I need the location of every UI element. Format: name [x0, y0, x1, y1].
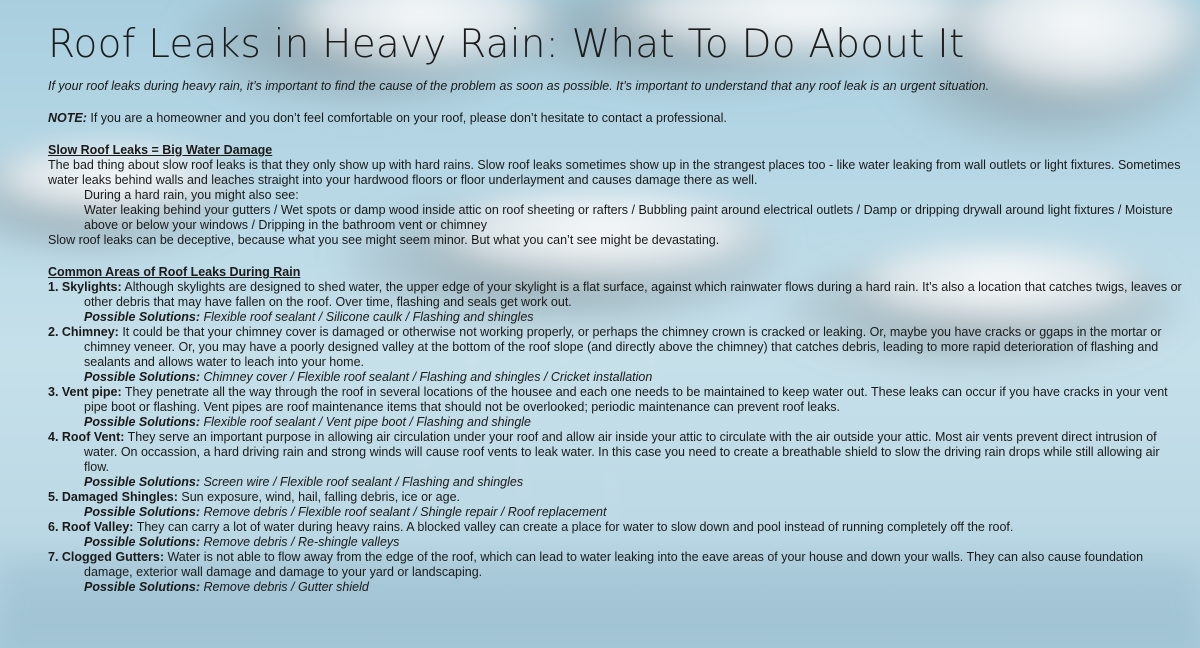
item-text: They can carry a lot of water during heavy rains. A blocked valley can create a place for water to slow down and pool instead of running completely off the roof.	[133, 520, 1014, 534]
solutions-label: Possible Solutions:	[84, 505, 200, 519]
list-item-skylights	[48, 280, 1188, 325]
roof-leak-areas-list	[48, 280, 1188, 595]
item-text: They penetrate all the way through the roof in several locations of the housee and each one needs to be maintained to keep water out. These leaks can occur if you have cracks in your vent pipe boot or flashing. Vent pipes are roof maintenance items that should not be overlooked; periodic maintenance can prevent roof leaks.	[84, 385, 1168, 414]
item-label: 2. Chimney:	[48, 325, 119, 339]
item-label: 3. Vent pipe:	[48, 385, 122, 399]
item-label: 5. Damaged Shingles:	[48, 490, 178, 504]
item-solutions	[48, 580, 1188, 595]
slow-leaks-conclusion: Slow roof leaks can be deceptive, because what you see might seem minor. But what you can’t see might be devastating.	[48, 233, 720, 247]
item-description	[48, 280, 1188, 310]
solutions-label: Possible Solutions:	[84, 370, 200, 384]
article	[48, 22, 1188, 595]
note-label: NOTE:	[48, 111, 87, 125]
item-label: 4. Roof Vent:	[48, 430, 125, 444]
item-solutions	[48, 505, 1188, 520]
note-text: If you are a homeowner and you don’t feel comfortable on your roof, please don’t hesitate to contact a professional.	[86, 111, 727, 125]
intro-paragraph: If your roof leaks during heavy rain, it’s important to find the cause of the problem as soon as possible. It’s important to understand that any roof leak is an urgent situation.	[48, 79, 990, 93]
item-text: Although skylights are designed to shed water, the upper edge of your skylight is a flat surface, against which rainwater flows during a hard rain. It’s also a location that catches twigs, leaves or other debris that may have fallen on the roof. Over time, flashing and seals get work out.	[84, 280, 1182, 309]
solutions-text: Remove debris / Flexible roof sealant / Shingle repair / Roof replacement	[200, 505, 607, 519]
item-description	[48, 490, 1188, 505]
item-description	[48, 550, 1188, 580]
solutions-text: Chimney cover / Flexible roof sealant / Flashing and shingles / Cricket installation	[200, 370, 653, 384]
item-solutions	[48, 310, 1188, 325]
item-solutions	[48, 475, 1188, 490]
item-solutions	[48, 370, 1188, 385]
item-label: 6. Roof Valley:	[48, 520, 134, 534]
item-solutions	[48, 535, 1188, 550]
solutions-label: Possible Solutions:	[84, 475, 200, 489]
item-text: They serve an important purpose in allowing air circulation under your roof and allow air inside your attic to circulate with the air outside your attic. Most air vents prevent direct intrusion of water. On occassion, a hard driving rain and strong winds will cause roof vents to leak water. In this case you need to create a breathable shield to slow the driving rain drops while still allowing air flow.	[84, 430, 1160, 474]
item-description	[48, 520, 1188, 535]
section-heading-common-areas: Common Areas of Roof Leaks During Rain	[48, 265, 301, 279]
hard-rain-symptoms: Water leaking behind your gutters / Wet spots or damp wood inside attic on roof sheeting or rafters / Bubbling paint around electrical outlets / Damp or dripping drywall around light fixtures / Moisture above or below your windows / Dripping in the bathroom vent or chimney	[84, 203, 1173, 232]
list-item-clogged-gutters	[48, 550, 1188, 595]
slow-leaks-paragraph: The bad thing about slow roof leaks is that they only show up with hard rains. Slow roof leaks sometimes show up in the strangest places too - like water leaking from wall outlets or light fixtures. Sometimes water leaks behind walls and leaches straight into your hardwood floors or floor underlayment and causes damage there as well.	[48, 158, 1181, 187]
solutions-text: Screen wire / Flexible roof sealant / Flashing and shingles	[200, 475, 524, 489]
solutions-text: Flexible roof sealant / Silicone caulk / Flashing and shingles	[200, 310, 534, 324]
item-description	[48, 430, 1188, 475]
solutions-text: Remove debris / Re-shingle valleys	[200, 535, 400, 549]
item-description	[48, 385, 1188, 415]
note-paragraph	[48, 111, 1188, 126]
item-description	[48, 325, 1188, 370]
list-item-damaged-shingles	[48, 490, 1188, 520]
item-label: 1. Skylights:	[48, 280, 122, 294]
list-item-roof-vent	[48, 430, 1188, 490]
solutions-label: Possible Solutions:	[84, 580, 200, 594]
item-text: It could be that your chimney cover is damaged or otherwise not working properly, or perhaps the chimney crown is cracked or leaking. Or, maybe you have cracks or ggaps in the mortar or chimney veneer. Or, you may have a poorly designed valley at the bottom of the roof slope (and directly above the chimney) that catches debris, leading to more rapid deterioration of flashing and sealants and allows water to leach into your home.	[84, 325, 1162, 369]
solutions-text: Remove debris / Gutter shield	[200, 580, 369, 594]
section-heading-slow-leaks: Slow Roof Leaks = Big Water Damage	[48, 143, 273, 157]
solutions-text: Flexible roof sealant / Vent pipe boot / Flashing and shingle	[200, 415, 531, 429]
item-solutions	[48, 415, 1188, 430]
solutions-label: Possible Solutions:	[84, 310, 200, 324]
item-text: Water is not able to flow away from the edge of the roof, which can lead to water leaking into the eave areas of your house and down your walls. They can also cause foundation damage, exterior wall damage and damage to your yard or landscaping.	[84, 550, 1144, 579]
list-item-chimney	[48, 325, 1188, 385]
item-text: Sun exposure, wind, hail, falling debris, ice or age.	[177, 490, 461, 504]
item-label: 7. Clogged Gutters:	[48, 550, 164, 564]
list-item-vent-pipe	[48, 385, 1188, 430]
list-item-roof-valley	[48, 520, 1188, 550]
solutions-label: Possible Solutions:	[84, 415, 200, 429]
hard-rain-intro: During a hard rain, you might also see:	[84, 188, 299, 202]
page-title: Roof Leaks in Heavy Rain: What To Do About It	[48, 22, 965, 67]
solutions-label: Possible Solutions:	[84, 535, 200, 549]
spacer	[48, 248, 1188, 265]
